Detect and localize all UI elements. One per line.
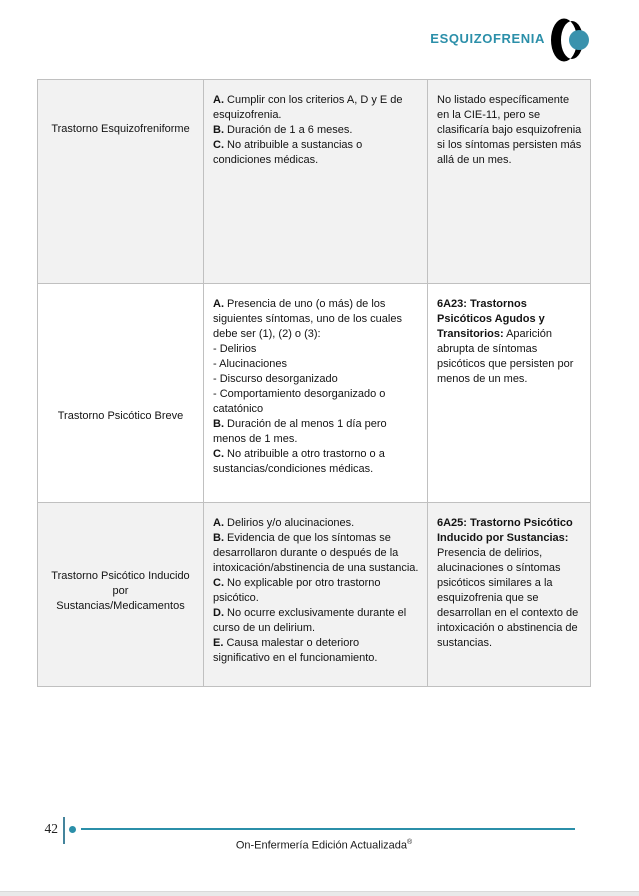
criterion: D. No ocurre exclusivamente durante el curso de un delirium.: [213, 607, 407, 634]
criterion: B. Duración de al menos 1 día pero menos de 1 mes.: [213, 418, 387, 445]
crescent-logo-icon: [551, 18, 591, 64]
cie-classification-cell: No listado específicamente en la CIE-11, pero se clasificaría bajo esquizofrenia si los síntomas persisten más allá de un mes.: [428, 80, 591, 284]
page-number: 42: [44, 821, 58, 836]
criterion: B. Evidencia de que los síntomas se desarrollaron durante o después de la intoxicación/abstinencia de una sustancia.: [213, 532, 419, 574]
criterion: B. Duración de 1 a 6 meses.: [213, 124, 353, 136]
edition-imprint: On-Enfermería Edición Actualizada®: [235, 839, 413, 852]
cie-classification-cell: 6A25: Trastorno Psicótico Inducido por Sustancias: Presencia de delirios, alucinaciones o síntomas psicóticos similares a la esquizofrenia que se desarrollan en el contexto de intoxicación o abstinencia de sustancias.: [428, 503, 591, 687]
disorder-name: Trastorno Esquizofreniforme: [51, 123, 190, 135]
disorder-name: Trastorno Psicótico Inducido: [51, 570, 190, 582]
chapter-title: ESQUIZOFRENIA: [430, 31, 545, 46]
criterion: - Comportamiento desorganizado o catatónico: [213, 388, 386, 415]
diagnostic-criteria-table: [37, 79, 591, 687]
footer-dot: [69, 826, 76, 833]
criterion: A. Cumplir con los criterios A, D y E de esquizofrenia.: [213, 94, 403, 121]
footer-horizontal-rule: [81, 828, 575, 830]
criterion: - Alucinaciones: [213, 358, 287, 370]
cie-classification-cell: 6A23: Trastornos Psicóticos Agudos y Transitorios: Aparición abrupta de síntomas psicóticos que persisten por menos de un mes.: [428, 284, 591, 503]
disorder-name-cell: [38, 503, 204, 687]
dsm-criteria-cell: [204, 503, 428, 687]
criterion: C. No explicable por otro trastorno psicótico.: [213, 577, 381, 604]
criterion: C. No atribuible a otro trastorno o a sustancias/condiciones médicas.: [213, 448, 385, 475]
dsm-criteria-cell: [204, 80, 428, 284]
dsm-criteria-cell: [204, 284, 428, 503]
table-row: [38, 503, 591, 687]
disorder-name: por: [112, 585, 129, 597]
disorder-name: Trastorno Psicótico Breve: [57, 410, 184, 422]
criterion: C. No atribuible a sustancias o condiciones médicas.: [213, 139, 363, 166]
registered-trademark-symbol: ®: [407, 839, 413, 846]
disorder-name-cell: [38, 284, 204, 503]
criterion: A. Delirios y/o alucinaciones.: [213, 517, 355, 529]
criterion: - Discurso desorganizado: [213, 373, 338, 385]
criterion: A. Presencia de uno (o más) de los siguientes síntomas, uno de los cuales debe ser (1), (2) o (3):: [213, 298, 402, 340]
disorder-name-cell: [38, 80, 204, 284]
criterion: - Delirios: [213, 343, 257, 355]
table-row: [38, 80, 591, 284]
page-bottom-strip: [0, 891, 639, 896]
disorder-name: Sustancias/Medicamentos: [56, 600, 185, 612]
criterion: E. Causa malestar o deterioro significativo en el funcionamiento.: [213, 637, 378, 664]
table-row: [38, 284, 591, 503]
